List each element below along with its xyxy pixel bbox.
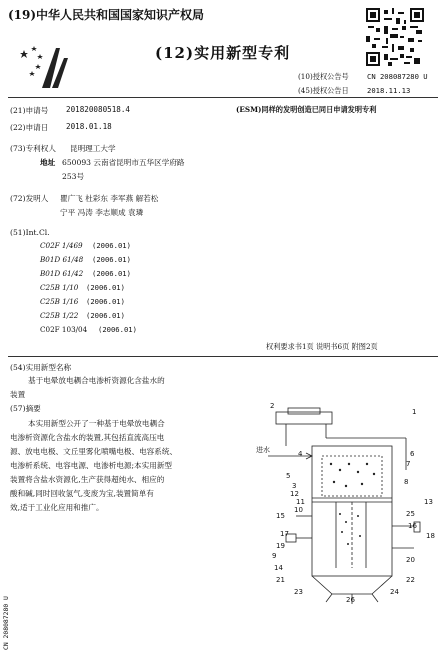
app-date-label: (22)申请日: [10, 123, 49, 132]
address-line-1: 650093 云南省昆明市五华区学府路: [62, 158, 185, 167]
abstract-label: (57)摘要: [10, 404, 41, 413]
figure-ref: 3: [292, 482, 297, 490]
ipc-version: (2006.01): [92, 269, 131, 278]
office-name: (19)中华人民共和国国家知识产权局: [8, 8, 205, 22]
pub-no-label: (10)授权公告号: [298, 72, 349, 81]
abstract-line: 源、放电电极、文丘里雾化喷嘴电极、电容系统、: [10, 447, 178, 456]
figure-ref: 18: [426, 532, 435, 540]
ipc-version: (2006.01): [86, 283, 125, 292]
owner: 昆明理工大学: [70, 144, 116, 153]
ipc-version: (2006.01): [86, 297, 125, 306]
abstract-line: 电渗析系统、电容电源、电渗析电源;本实用新型: [10, 461, 173, 470]
pub-date-label: (45)授权公告日: [298, 86, 349, 95]
cnipa-logo: [16, 44, 72, 92]
address-line-2: 253号: [62, 172, 85, 181]
abstract-line: 本实用新型公开了一种基于电晕放电耦合: [28, 419, 165, 428]
side-publication-number: CN 208087280 U: [2, 596, 10, 650]
inlet-label: 进水: [256, 446, 270, 454]
pages-line: 权利要求书1页 说明书6页 附图2页: [266, 342, 378, 351]
figure-ref: 15: [276, 512, 285, 520]
utility-model-title-line-2: 装置: [10, 390, 26, 399]
figure-ref: 19: [276, 542, 285, 550]
section-rule: [8, 356, 438, 357]
figure-ref: 8: [404, 478, 409, 486]
pub-no: CN 208087280 U: [367, 72, 428, 81]
document-type-title: (12)实用新型专利: [155, 44, 291, 62]
figure-ref: 14: [274, 564, 283, 572]
ipc-version: (2006.01): [98, 325, 137, 334]
title-label: (54)实用新型名称: [10, 363, 72, 372]
spray-zone: [322, 456, 382, 496]
pub-date: 2018.11.13: [367, 86, 411, 95]
abstract-line: 装置将含盐水资源化,生产获得超纯水、相应的: [10, 475, 165, 484]
ipc-version: (2006.01): [92, 255, 131, 264]
address-label: 地址: [40, 158, 56, 167]
figure-ref: 21: [276, 576, 285, 584]
device-figure: [236, 398, 440, 604]
figure-ref: 10: [294, 506, 303, 514]
app-no-label: (21)申请号: [10, 106, 49, 115]
ipc-code: B01D 61/42: [40, 269, 84, 278]
inventors-line-1: 瞿广飞 杜彩东 李军燕 解若松: [60, 194, 159, 203]
reaction-chamber: [312, 446, 392, 576]
ipc-code: B01D 61/48: [40, 255, 84, 264]
figure-ref: 24: [390, 588, 399, 596]
ipc-code: C25B 1/22: [40, 311, 79, 320]
figure-ref: 7: [406, 460, 411, 468]
app-date: 2018.01.18: [66, 122, 112, 131]
figure-ref: 6: [410, 450, 415, 458]
figure-ref: 5: [286, 472, 291, 480]
header-rule: [8, 97, 438, 98]
figure-ref: 16: [408, 522, 417, 530]
esm-note: (ESM)同样的发明创造已同日申请发明专利: [236, 105, 377, 114]
owner-label: (73)专利权人: [10, 144, 56, 153]
figure-ref: 4: [298, 450, 303, 458]
ipc-version: (2006.01): [86, 311, 125, 320]
figure-ref: 20: [406, 556, 415, 564]
ipc-code: C25B 1/16: [40, 297, 79, 306]
figure-ref: 2: [270, 402, 275, 410]
figure-ref: 22: [406, 576, 415, 584]
app-no: 201820080518.4: [66, 105, 131, 114]
dc-power-top: [288, 408, 320, 414]
inventors-line-2: 宁平 冯涛 李志顺成 袁璘: [60, 208, 144, 217]
ipc-code: C25B 1/10: [40, 283, 79, 292]
abstract-line: 酸和碱,同时回收氢气,变废为宝,装置简单有: [10, 489, 154, 498]
figure-ref: 9: [272, 552, 277, 560]
abstract-line: 效,适于工业化应用和推广。: [10, 503, 104, 512]
figure-ref: 12: [290, 490, 299, 498]
figure-ref: 13: [424, 498, 433, 506]
qr-code: [366, 8, 424, 66]
figure-ref: 23: [294, 588, 303, 596]
abstract-line: 电渗析资源化含盐水的装置,其包括直流高压电: [10, 433, 165, 442]
figure-ref: 17: [280, 530, 289, 538]
ipc-version: (2006.01): [92, 241, 131, 250]
int-cl-label: (51)Int.Cl.: [10, 228, 50, 237]
ipc-code: C02F 1/469: [40, 241, 83, 250]
figure-ref: 26: [346, 596, 355, 604]
figure-ref: 1: [412, 408, 417, 416]
utility-model-title-line-1: 基于电晕放电耦合电渗析资源化含盐水的: [28, 376, 165, 385]
figure-ref: 11: [296, 498, 305, 506]
ipc-code: C02F 103/04: [40, 325, 88, 334]
figure-ref: 25: [406, 510, 415, 518]
inventor-label: (72)发明人: [10, 194, 49, 203]
